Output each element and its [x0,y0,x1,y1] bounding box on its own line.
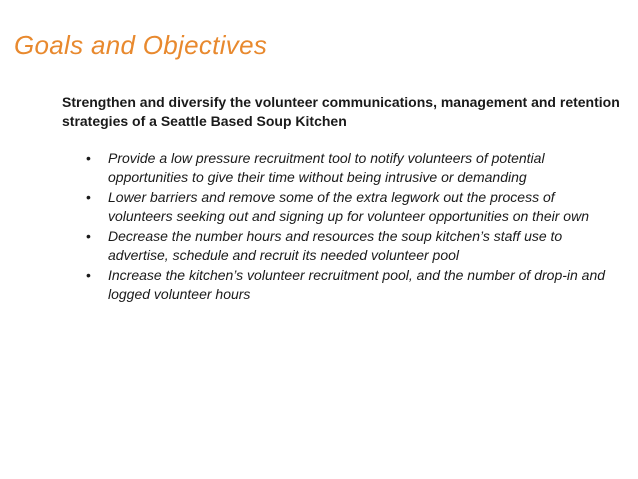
bullet-list [82,149,622,305]
slide-title: Goals and Objectives [14,30,268,60]
bullet-item [82,188,622,225]
bullet-item [82,227,622,264]
bullet-text: Increase the kitchen’s volunteer recruitment pool, and the number of drop-in and logged volunteer hours [108,267,606,302]
bullet-item [82,149,622,186]
slide-subtitle: Strengthen and diversify the volunteer communications, management and retention strategies of a Seattle Based Soup Kitchen [62,94,620,129]
bullet-item [82,266,622,303]
bullet-dot-icon: • [86,267,91,283]
bullet-text: Decrease the number hours and resources the soup kitchen’s staff use to advertise, schedule and recruit its needed volunteer pool [108,228,563,263]
bullet-text: Lower barriers and remove some of the extra legwork out the process of volunteers seeking out and signing up for volunteer opportunities on their own [108,189,589,224]
bullet-dot-icon: • [86,150,91,166]
bullet-text: Provide a low pressure recruitment tool to notify volunteers of potential opportunities to give their time without being intrusive or demanding [108,150,545,185]
bullet-dot-icon: • [86,189,91,205]
bullet-dot-icon: • [86,228,91,244]
